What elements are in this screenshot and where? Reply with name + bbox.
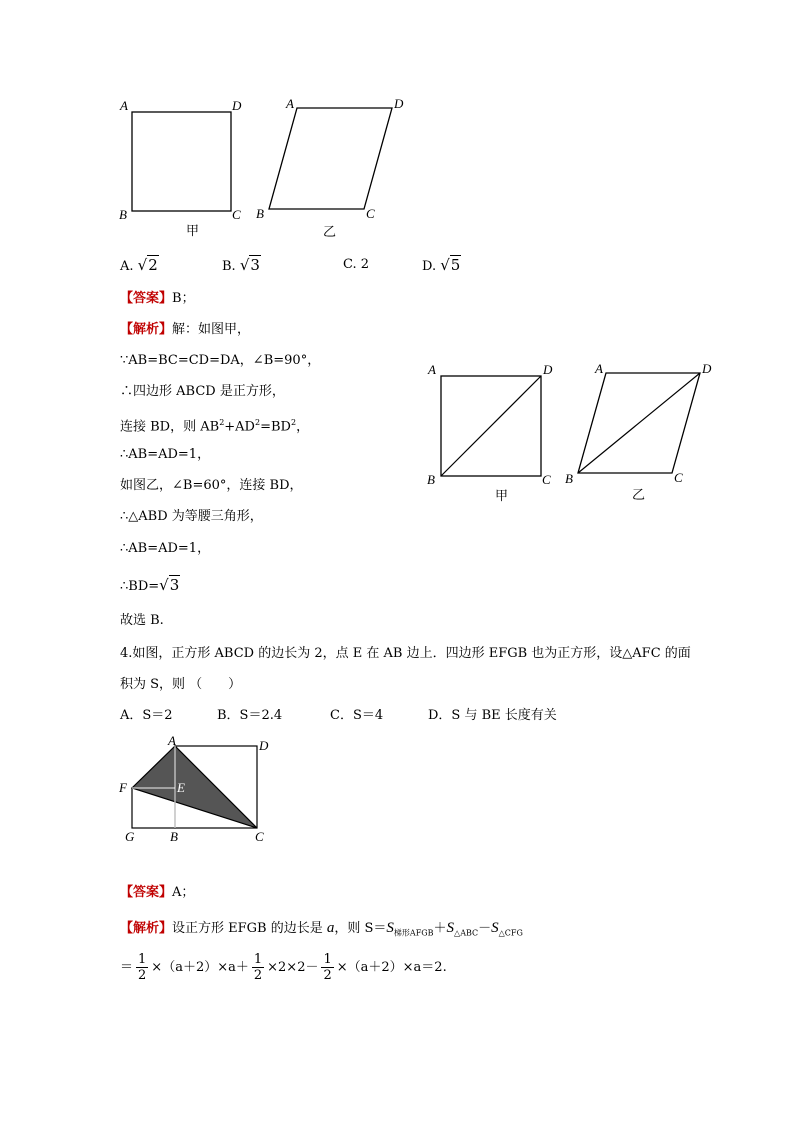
- label-D: D: [394, 96, 404, 111]
- label-A: A: [428, 362, 436, 377]
- q4-analysis-line-1: 【解析】设正方形 EFGB 的边长是 a，则 $S=S_{梯形AFGB}+S_{\triangle ABC}-S_{\triangle CFG}$: [120, 920, 523, 938]
- label-D: D: [232, 98, 242, 113]
- option-d: D. √5: [422, 256, 461, 274]
- label-E: E: [177, 780, 185, 795]
- label-B: B: [119, 207, 127, 222]
- label-D: D: [702, 361, 712, 376]
- option-a: A. √2: [120, 256, 158, 274]
- label-D: D: [543, 362, 553, 377]
- q3-answer: 【答案】B；: [120, 291, 195, 306]
- figure-square-rhombus: [110, 92, 420, 242]
- q4-option-c: C．S＝4: [330, 708, 384, 723]
- label-G: G: [125, 829, 135, 844]
- label-C: C: [366, 206, 375, 221]
- q3-analysis-line-2: ∵AB=BC=CD=DA，∠B=90°，: [120, 353, 321, 368]
- label-A: A: [120, 98, 128, 113]
- caption-yi: 乙: [632, 488, 646, 503]
- q4-answer: 【答案】A；: [120, 885, 195, 900]
- diagonal-bd: [578, 373, 700, 473]
- figure-afc: [115, 735, 280, 850]
- label-D: D: [259, 738, 269, 753]
- q3-analysis-line-5: ∴AB=AD=1，: [120, 447, 211, 462]
- q4-stem-line-1: 4.如图，正方形 ABCD 的边长为 2，点 E 在 AB 边上．四边形 EFGB 也为正方形，设△AFC 的面: [120, 646, 691, 661]
- q3-analysis-line-7: ∴△ABD 为等腰三角形，: [120, 509, 263, 524]
- q4-option-a: A．S＝2: [120, 708, 173, 723]
- label-C: C: [542, 472, 551, 487]
- label-F: F: [119, 780, 127, 795]
- q3-conclusion: 故选 B.: [120, 613, 164, 628]
- q3-analysis-line-6: 如图乙，∠B=60°，连接 BD，: [120, 478, 303, 493]
- label-C: C: [255, 829, 264, 844]
- shaded-triangle-afc: [132, 746, 257, 828]
- q4-option-b: B．S＝2.4: [217, 708, 283, 723]
- label-A: A: [595, 361, 603, 376]
- diagonal-bd: [441, 376, 541, 476]
- caption-jia: 甲: [495, 489, 509, 504]
- q3-analysis-line-9: ∴BD=√3: [120, 576, 180, 594]
- option-c: C. 2: [343, 257, 370, 272]
- label-B: B: [170, 829, 178, 844]
- label-A: A: [286, 96, 294, 111]
- q3-analysis-line-1: 【解析】解：如图甲，: [120, 322, 251, 337]
- square-jia: [132, 112, 231, 211]
- q4-option-d: D．S 与 BE 长度有关: [428, 708, 557, 723]
- q3-analysis-line-4: 连接 BD，则 $AB^2+AD^2=BD^2$，: [120, 418, 310, 435]
- caption-jia: 甲: [186, 224, 200, 239]
- q4-stem-line-2: 积为 S，则 （ ）: [120, 677, 242, 692]
- label-B: B: [565, 471, 573, 486]
- figure-with-diagonals: [420, 355, 730, 505]
- label-C: C: [674, 470, 683, 485]
- caption-yi: 乙: [323, 225, 337, 240]
- q3-analysis-line-8: ∴AB=AD=1，: [120, 541, 211, 556]
- label-A: A: [168, 735, 176, 748]
- option-b: B. √3: [222, 256, 260, 274]
- rhombus-yi: [269, 108, 392, 209]
- label-B: B: [256, 206, 264, 221]
- q3-analysis-line-3: ∴四边形 ABCD 是正方形，: [120, 384, 285, 399]
- q4-analysis-line-2: ＝ $\frac{1}{2}$ ×（a＋2）×a＋ $\frac{1}{2}$ ×2×2－ $\frac{1}{2}$ ×（a＋2）×a＝2.: [120, 952, 447, 983]
- label-B: B: [427, 472, 435, 487]
- label-C: C: [232, 207, 241, 222]
